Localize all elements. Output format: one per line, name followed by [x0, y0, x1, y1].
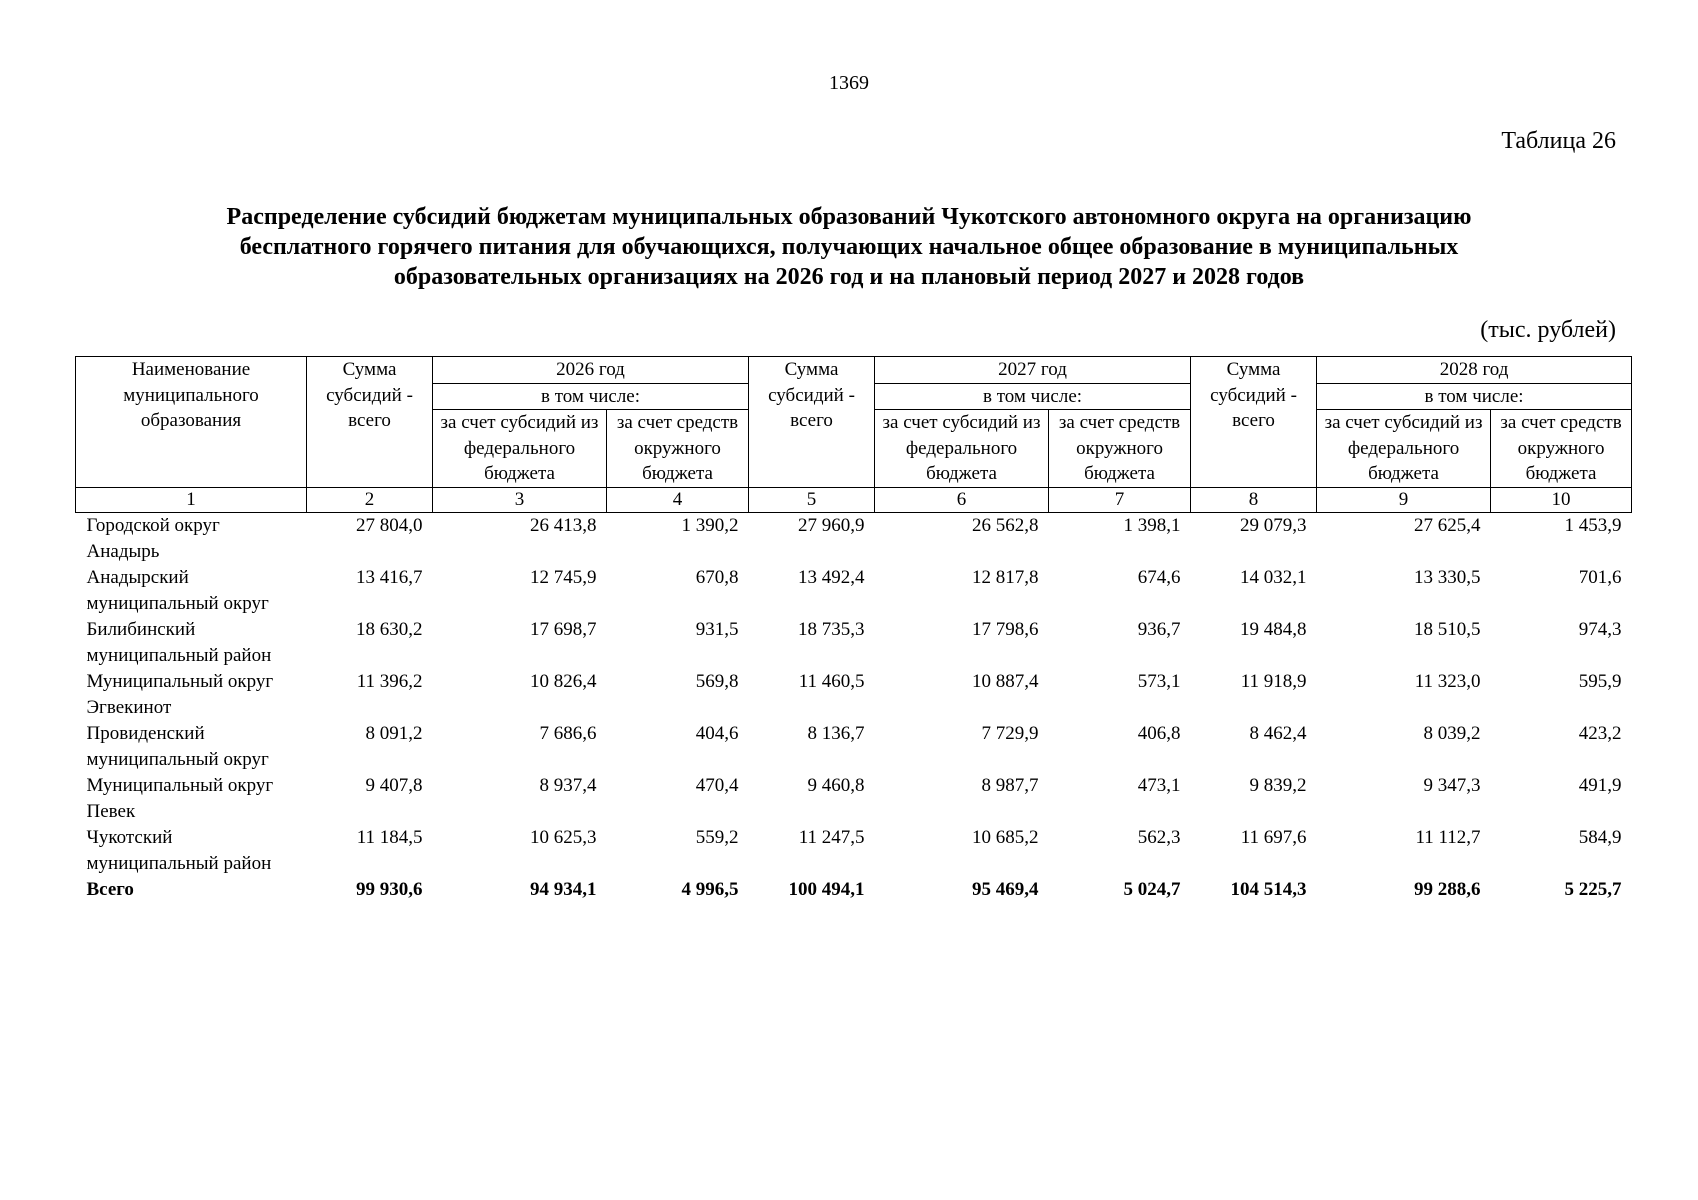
table-row: [76, 825, 1632, 877]
value-cell: 7 686,6: [539, 722, 597, 744]
value-cell: 11 247,5: [798, 826, 865, 848]
value-cell: 8 937,4: [539, 774, 597, 796]
value-cell: 94 934,1: [530, 878, 597, 900]
subsidy-table: [75, 356, 1632, 903]
value-cell: 404,6: [695, 722, 739, 744]
value-cell: 5 225,7: [1564, 878, 1622, 900]
header-year-2028: 2028 год: [1317, 357, 1632, 384]
value-cell: 562,3: [1137, 826, 1181, 848]
value-cell: 14 032,1: [1240, 566, 1307, 588]
table-label: Таблица 26: [1501, 128, 1616, 154]
column-number: 1: [76, 487, 307, 512]
value-cell: 4 996,5: [681, 878, 739, 900]
value-cell: 17 798,6: [972, 618, 1039, 640]
value-cell: 10 685,2: [972, 826, 1039, 848]
column-number: 10: [1491, 487, 1632, 512]
value-cell: 1 398,1: [1123, 514, 1181, 536]
value-cell: 1 390,2: [681, 514, 739, 536]
municipality-name: Чукотский муниципальный район: [86, 826, 272, 874]
table-row: [76, 669, 1632, 721]
table-row: [76, 512, 1632, 565]
value-cell: 9 460,8: [807, 774, 865, 796]
value-cell: 27 960,9: [798, 514, 865, 536]
header-district: за счет средств окружного бюджета: [1049, 410, 1191, 488]
value-cell: 12 745,9: [530, 566, 597, 588]
value-cell: 11 323,0: [1414, 670, 1481, 692]
value-cell: 674,6: [1137, 566, 1181, 588]
units-label: (тыс. рублей): [1480, 317, 1616, 343]
column-number: 7: [1049, 487, 1191, 512]
value-cell: 104 514,3: [1230, 878, 1307, 900]
value-cell: 10 625,3: [530, 826, 597, 848]
value-cell: 931,5: [695, 618, 739, 640]
value-cell: 26 413,8: [530, 514, 597, 536]
document-title: [110, 202, 1588, 292]
header-federal: за счет субсидий из федерального бюджета: [1317, 410, 1491, 488]
value-cell: 8 091,2: [365, 722, 423, 744]
value-cell: 18 630,2: [356, 618, 423, 640]
value-cell: 11 697,6: [1240, 826, 1307, 848]
value-cell: 9 407,8: [365, 774, 423, 796]
value-cell: 9 347,3: [1423, 774, 1481, 796]
header-name: Наименование муниципального образования: [76, 357, 307, 488]
value-cell: 7 729,9: [981, 722, 1039, 744]
value-cell: 17 698,7: [530, 618, 597, 640]
value-cell: 29 079,3: [1240, 514, 1307, 536]
column-number: 4: [607, 487, 749, 512]
value-cell: 423,2: [1578, 722, 1622, 744]
value-cell: 8 039,2: [1423, 722, 1481, 744]
municipality-name: Муниципальный округ Певек: [86, 774, 274, 822]
column-number: 2: [307, 487, 433, 512]
column-number: 8: [1191, 487, 1317, 512]
header-year-2027: 2027 год: [875, 357, 1191, 384]
value-cell: 8 987,7: [981, 774, 1039, 796]
table-row: [76, 773, 1632, 825]
column-number: 3: [433, 487, 607, 512]
value-cell: 559,2: [695, 826, 739, 848]
value-cell: 701,6: [1578, 566, 1622, 588]
header-including: в том числе:: [1317, 383, 1632, 410]
value-cell: 8 136,7: [807, 722, 865, 744]
value-cell: 12 817,8: [972, 566, 1039, 588]
value-cell: 99 930,6: [356, 878, 423, 900]
value-cell: 26 562,8: [972, 514, 1039, 536]
municipality-name: Всего: [86, 878, 134, 900]
value-cell: 18 735,3: [798, 618, 865, 640]
table-header: [76, 357, 1632, 513]
value-cell: 11 460,5: [798, 670, 865, 692]
value-cell: 569,8: [695, 670, 739, 692]
value-cell: 11 918,9: [1240, 670, 1307, 692]
header-total-2028: Сумма субсидий - всего: [1191, 357, 1317, 488]
municipality-name: Билибинский муниципальный район: [86, 618, 272, 666]
page-number: 1369: [829, 72, 869, 94]
column-number: 6: [875, 487, 1049, 512]
value-cell: 13 330,5: [1414, 566, 1481, 588]
total-row: [76, 877, 1632, 903]
value-cell: 573,1: [1137, 670, 1181, 692]
value-cell: 974,3: [1578, 618, 1622, 640]
header-district: за счет средств окружного бюджета: [1491, 410, 1632, 488]
value-cell: 1 453,9: [1564, 514, 1622, 536]
municipality-name: Муниципальный округ Эгвекинот: [86, 670, 274, 718]
value-cell: 99 288,6: [1414, 878, 1481, 900]
value-cell: 27 625,4: [1414, 514, 1481, 536]
value-cell: 13 492,4: [798, 566, 865, 588]
value-cell: 5 024,7: [1123, 878, 1181, 900]
title-line: Распределение субсидий бюджетам муниципальных образований Чукотского автономного округа на организацию: [226, 204, 1472, 230]
value-cell: 19 484,8: [1240, 618, 1307, 640]
table-row: [76, 565, 1632, 617]
header-year-2026: 2026 год: [433, 357, 749, 384]
value-cell: 9 839,2: [1249, 774, 1307, 796]
value-cell: 10 887,4: [972, 670, 1039, 692]
value-cell: 470,4: [695, 774, 739, 796]
municipality-name: Провиденский муниципальный округ: [86, 722, 269, 770]
value-cell: 491,9: [1578, 774, 1622, 796]
header-federal: за счет субсидий из федерального бюджета: [875, 410, 1049, 488]
header-including: в том числе:: [875, 383, 1191, 410]
municipality-name: Анадырский муниципальный округ: [86, 566, 269, 614]
value-cell: 670,8: [695, 566, 739, 588]
table-row: [76, 617, 1632, 669]
value-cell: 584,9: [1578, 826, 1622, 848]
value-cell: 8 462,4: [1249, 722, 1307, 744]
title-line: бесплатного горячего питания для обучающихся, получающих начальное общее образование в муниципальных: [239, 234, 1459, 260]
value-cell: 18 510,5: [1414, 618, 1481, 640]
value-cell: 595,9: [1578, 670, 1622, 692]
municipality-name: Городской округ Анадырь: [86, 514, 220, 562]
value-cell: 13 416,7: [356, 566, 423, 588]
header-district: за счет средств окружного бюджета: [607, 410, 749, 488]
header-including: в том числе:: [433, 383, 749, 410]
column-number: 9: [1317, 487, 1491, 512]
header-federal: за счет субсидий из федерального бюджета: [433, 410, 607, 488]
value-cell: 11 396,2: [356, 670, 423, 692]
title-line: образовательных организациях на 2026 год и на плановый период 2027 и 2028 годов: [393, 264, 1305, 290]
column-number: 5: [749, 487, 875, 512]
table-body: [76, 512, 1632, 903]
value-cell: 406,8: [1137, 722, 1181, 744]
value-cell: 11 112,7: [1415, 826, 1481, 848]
header-total-2026: Сумма субсидий - всего: [307, 357, 433, 488]
value-cell: 95 469,4: [972, 878, 1039, 900]
value-cell: 27 804,0: [356, 514, 423, 536]
value-cell: 100 494,1: [788, 878, 865, 900]
value-cell: 10 826,4: [530, 670, 597, 692]
header-total-2027: Сумма субсидий - всего: [749, 357, 875, 488]
table-row: [76, 721, 1632, 773]
value-cell: 473,1: [1137, 774, 1181, 796]
value-cell: 936,7: [1137, 618, 1181, 640]
value-cell: 11 184,5: [356, 826, 423, 848]
